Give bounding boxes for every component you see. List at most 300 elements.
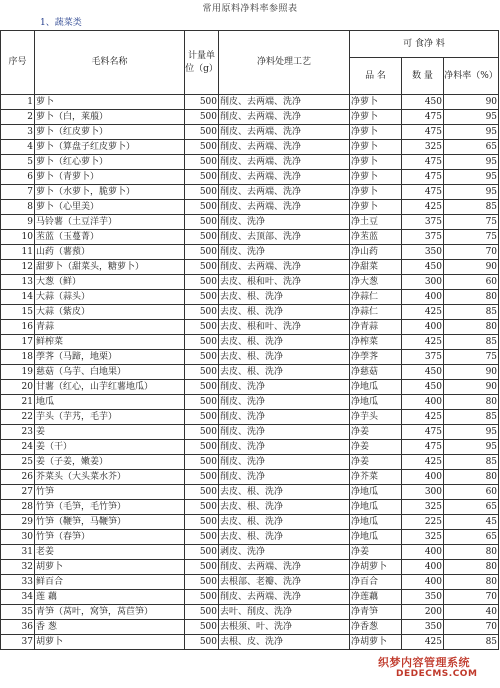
cell-qty: 375 [402, 215, 444, 230]
cell-item-name: 净荸荠 [350, 350, 402, 365]
cell-process: 削皮、去两端、洗净 [219, 185, 350, 200]
table-row [1, 410, 499, 425]
table-body [1, 95, 499, 650]
cell-process: 削皮、去两端、洗净 [219, 260, 350, 275]
cell-unit: 500 [185, 320, 219, 335]
cell-process: 削皮、去两端、洗净 [219, 590, 350, 605]
cell-qty: 400 [402, 545, 444, 560]
cell-seq: 1 [1, 95, 35, 110]
cell-name: 大蒜（紫皮） [35, 305, 185, 320]
cell-name: 香 葱 [35, 620, 185, 635]
cell-seq: 26 [1, 470, 35, 485]
table-row [1, 545, 499, 560]
cell-rate: 70 [444, 590, 499, 605]
cell-qty: 475 [402, 425, 444, 440]
cell-name: 萝卜（白，莱菔） [35, 110, 185, 125]
cell-qty: 375 [402, 350, 444, 365]
cell-item-name: 净青笋 [350, 605, 402, 620]
cell-process: 削皮、去两端、洗净 [219, 200, 350, 215]
cell-name: 胡萝卜 [35, 560, 185, 575]
cell-seq: 34 [1, 590, 35, 605]
cell-name: 青蒜 [35, 320, 185, 335]
cell-rate: 85 [444, 305, 499, 320]
cell-rate: 65 [444, 140, 499, 155]
cell-unit: 500 [185, 140, 219, 155]
header-seq: 序号 [1, 31, 35, 95]
cell-unit: 500 [185, 605, 219, 620]
table-row [1, 290, 499, 305]
cell-process: 削皮、洗净 [219, 440, 350, 455]
cell-item-name: 净芋头 [350, 410, 402, 425]
cell-rate: 80 [444, 320, 499, 335]
cell-item-name: 净地瓜 [350, 395, 402, 410]
table-row [1, 590, 499, 605]
cell-process: 削皮、去两端、洗净 [219, 95, 350, 110]
cell-name: 竹笋（春笋） [35, 530, 185, 545]
cell-seq: 25 [1, 455, 35, 470]
table-row [1, 485, 499, 500]
cell-unit: 500 [185, 215, 219, 230]
cell-item-name: 净山药 [350, 245, 402, 260]
cell-rate: 60 [444, 275, 499, 290]
cell-process: 去皮、根、洗净 [219, 365, 350, 380]
cell-unit: 500 [185, 95, 219, 110]
table-row [1, 335, 499, 350]
table-row [1, 515, 499, 530]
cell-rate: 80 [444, 395, 499, 410]
cell-process: 去根须、叶、洗净 [219, 620, 350, 635]
cell-rate: 80 [444, 470, 499, 485]
cell-process: 去皮、根、洗净 [219, 515, 350, 530]
cell-item-name: 净百合 [350, 575, 402, 590]
watermark-line2: DEDECMS.COM [396, 669, 478, 679]
header-item-name: 品 名 [350, 58, 402, 95]
cell-unit: 500 [185, 590, 219, 605]
cell-process: 削皮、去顶部、洗净 [219, 230, 350, 245]
cell-process: 削皮、去两端、洗净 [219, 140, 350, 155]
cell-unit: 500 [185, 155, 219, 170]
table-row [1, 275, 499, 290]
cell-seq: 14 [1, 290, 35, 305]
cell-qty: 425 [402, 305, 444, 320]
cell-qty: 450 [402, 260, 444, 275]
cell-rate: 85 [444, 335, 499, 350]
table-row [1, 530, 499, 545]
cell-rate: 75 [444, 230, 499, 245]
cell-process: 去皮、根、洗净 [219, 485, 350, 500]
cell-item-name: 净萝卜 [350, 155, 402, 170]
cell-qty: 350 [402, 620, 444, 635]
cell-seq: 29 [1, 515, 35, 530]
table-row [1, 560, 499, 575]
cell-item-name: 净萝卜 [350, 185, 402, 200]
cell-process: 削皮、洗净 [219, 380, 350, 395]
cell-seq: 10 [1, 230, 35, 245]
cell-rate: 95 [444, 110, 499, 125]
cell-process: 削皮、去两端、洗净 [219, 155, 350, 170]
table-row [1, 125, 499, 140]
cell-rate: 95 [444, 155, 499, 170]
cell-rate: 40 [444, 605, 499, 620]
cell-item-name: 净莲藕 [350, 590, 402, 605]
table-row [1, 440, 499, 455]
cell-unit: 500 [185, 425, 219, 440]
cell-item-name: 净萝卜 [350, 200, 402, 215]
cell-process: 削皮、去两端、洗净 [219, 560, 350, 575]
table-row [1, 635, 499, 650]
cell-qty: 325 [402, 500, 444, 515]
cell-qty: 375 [402, 230, 444, 245]
cell-qty: 425 [402, 335, 444, 350]
table-row [1, 605, 499, 620]
cell-qty: 400 [402, 560, 444, 575]
cell-name: 萝卜（红皮萝卜） [35, 125, 185, 140]
cell-unit: 500 [185, 335, 219, 350]
cell-item-name: 净香葱 [350, 620, 402, 635]
header-process: 净料处理工艺 [219, 31, 350, 95]
cell-rate: 75 [444, 350, 499, 365]
cell-seq: 7 [1, 185, 35, 200]
cell-seq: 20 [1, 380, 35, 395]
cell-seq: 12 [1, 260, 35, 275]
cell-item-name: 净蒜仁 [350, 305, 402, 320]
cell-rate: 65 [444, 530, 499, 545]
cell-name: 甜萝卜（甜菜头，糖萝卜） [35, 260, 185, 275]
cell-rate: 90 [444, 260, 499, 275]
cell-name: 苤蓝（玉蔓菁） [35, 230, 185, 245]
cell-process: 削皮、洗净 [219, 455, 350, 470]
cell-rate: 80 [444, 575, 499, 590]
cell-name: 萝卜（水萝卜，脆萝卜） [35, 185, 185, 200]
cell-unit: 500 [185, 260, 219, 275]
cell-rate: 70 [444, 245, 499, 260]
cell-process: 去皮、根、洗净 [219, 290, 350, 305]
cell-rate: 90 [444, 380, 499, 395]
table-row [1, 620, 499, 635]
cell-process: 去皮、根、洗净 [219, 530, 350, 545]
cell-qty: 425 [402, 455, 444, 470]
table-row [1, 95, 499, 110]
cell-name: 姜 [35, 425, 185, 440]
cell-unit: 500 [185, 485, 219, 500]
cell-item-name: 净萝卜 [350, 95, 402, 110]
cell-seq: 16 [1, 320, 35, 335]
cell-name: 萝卜（算盘子红皮萝卜） [35, 140, 185, 155]
cell-seq: 27 [1, 485, 35, 500]
cell-unit: 500 [185, 365, 219, 380]
cell-unit: 500 [185, 290, 219, 305]
cell-item-name: 净地瓜 [350, 485, 402, 500]
cell-qty: 400 [402, 290, 444, 305]
cell-rate: 85 [444, 635, 499, 650]
cell-name: 芋头（芋艿，毛芋） [35, 410, 185, 425]
cell-rate: 75 [444, 215, 499, 230]
cell-seq: 13 [1, 275, 35, 290]
cell-unit: 500 [185, 470, 219, 485]
cell-qty: 325 [402, 530, 444, 545]
cell-unit: 500 [185, 200, 219, 215]
cell-item-name: 净甜菜 [350, 260, 402, 275]
cell-name: 马铃薯（土豆洋芋） [35, 215, 185, 230]
cell-item-name: 净萝卜 [350, 140, 402, 155]
cell-item-name: 净姜 [350, 545, 402, 560]
cell-item-name: 净地瓜 [350, 500, 402, 515]
cell-rate: 80 [444, 560, 499, 575]
cell-qty: 475 [402, 185, 444, 200]
cell-name: 甘薯（红心，山芋红薯地瓜） [35, 380, 185, 395]
cell-name: 鲜榨菜 [35, 335, 185, 350]
cell-qty: 475 [402, 440, 444, 455]
cell-qty: 400 [402, 575, 444, 590]
cell-name: 芥菜头（大头菜水芥） [35, 470, 185, 485]
cell-process: 削皮、洗净 [219, 215, 350, 230]
cell-qty: 325 [402, 140, 444, 155]
cell-item-name: 净地瓜 [350, 515, 402, 530]
cell-item-name: 净土豆 [350, 215, 402, 230]
cell-name: 姜（子姜，嫩姜） [35, 455, 185, 470]
cell-name: 姜（干） [35, 440, 185, 455]
cell-qty: 475 [402, 155, 444, 170]
cell-unit: 500 [185, 410, 219, 425]
cell-rate: 95 [444, 425, 499, 440]
cell-unit: 500 [185, 245, 219, 260]
cell-seq: 15 [1, 305, 35, 320]
cell-qty: 450 [402, 365, 444, 380]
reference-table [0, 30, 499, 650]
cell-qty: 400 [402, 470, 444, 485]
cell-process: 削皮、洗净 [219, 410, 350, 425]
cell-process: 剥皮、洗净 [219, 545, 350, 560]
cell-item-name: 净蒜仁 [350, 290, 402, 305]
cell-unit: 500 [185, 530, 219, 545]
table-row [1, 380, 499, 395]
cell-name: 胡萝卜 [35, 635, 185, 650]
cell-seq: 23 [1, 425, 35, 440]
cell-name: 竹笋（毛笋，毛竹笋） [35, 500, 185, 515]
cell-seq: 11 [1, 245, 35, 260]
cell-qty: 475 [402, 125, 444, 140]
cell-seq: 9 [1, 215, 35, 230]
cell-item-name: 净胡萝卜 [350, 560, 402, 575]
cell-qty: 475 [402, 110, 444, 125]
cell-unit: 500 [185, 395, 219, 410]
cell-rate: 95 [444, 170, 499, 185]
cell-seq: 5 [1, 155, 35, 170]
table-row [1, 245, 499, 260]
cell-seq: 6 [1, 170, 35, 185]
cell-seq: 3 [1, 125, 35, 140]
cell-unit: 500 [185, 515, 219, 530]
cell-unit: 500 [185, 500, 219, 515]
cell-process: 去皮、根、洗净 [219, 305, 350, 320]
cell-rate: 80 [444, 545, 499, 560]
cell-unit: 500 [185, 110, 219, 125]
header-unit: 计量单位（g） [185, 31, 219, 95]
cell-qty: 300 [402, 485, 444, 500]
cell-seq: 4 [1, 140, 35, 155]
cell-process: 削皮、洗净 [219, 245, 350, 260]
table-row [1, 350, 499, 365]
cell-qty: 225 [402, 515, 444, 530]
cell-seq: 36 [1, 620, 35, 635]
cell-seq: 19 [1, 365, 35, 380]
cell-unit: 500 [185, 125, 219, 140]
cell-process: 削皮、去两端、洗净 [219, 110, 350, 125]
cell-unit: 500 [185, 455, 219, 470]
cell-rate: 95 [444, 125, 499, 140]
cell-seq: 35 [1, 605, 35, 620]
cell-seq: 22 [1, 410, 35, 425]
table-row [1, 110, 499, 125]
cell-name: 萝卜（青萝卜） [35, 170, 185, 185]
cell-seq: 32 [1, 560, 35, 575]
cell-qty: 400 [402, 320, 444, 335]
table-row [1, 470, 499, 485]
cell-seq: 17 [1, 335, 35, 350]
cell-qty: 400 [402, 395, 444, 410]
cell-unit: 500 [185, 185, 219, 200]
watermark-line1: 织梦内容管理系统 [378, 656, 470, 669]
cell-unit: 500 [185, 620, 219, 635]
header-qty: 数 量 [402, 58, 444, 95]
watermark [378, 654, 498, 684]
cell-name: 竹笋 [35, 485, 185, 500]
cell-unit: 500 [185, 545, 219, 560]
cell-name: 萝卜（心里美） [35, 200, 185, 215]
cell-rate: 80 [444, 290, 499, 305]
cell-process: 去根、皮、洗净 [219, 635, 350, 650]
table-row [1, 425, 499, 440]
table-row [1, 185, 499, 200]
cell-name: 萝卜 [35, 95, 185, 110]
table-row [1, 260, 499, 275]
cell-item-name: 净榨菜 [350, 335, 402, 350]
cell-unit: 500 [185, 275, 219, 290]
cell-name: 老姜 [35, 545, 185, 560]
cell-seq: 18 [1, 350, 35, 365]
cell-item-name: 净芥菜 [350, 470, 402, 485]
cell-qty: 300 [402, 275, 444, 290]
cell-name: 萝卜（红心萝卜） [35, 155, 185, 170]
table-row [1, 575, 499, 590]
cell-item-name: 净青蒜 [350, 320, 402, 335]
cell-qty: 425 [402, 635, 444, 650]
cell-name: 地瓜 [35, 395, 185, 410]
cell-unit: 500 [185, 560, 219, 575]
header-rate: 净料率（%） [444, 58, 499, 95]
cell-item-name: 净大葱 [350, 275, 402, 290]
cell-process: 去根部、老瓣、洗净 [219, 575, 350, 590]
cell-name: 青笋（莴叶，窝笋，莴苣笋） [35, 605, 185, 620]
cell-qty: 450 [402, 95, 444, 110]
table-row [1, 500, 499, 515]
cell-name: 荸荠（马蹄，地栗） [35, 350, 185, 365]
header-group: 可 食净 料 [350, 31, 499, 58]
table-row [1, 170, 499, 185]
cell-unit: 500 [185, 230, 219, 245]
cell-name: 鲜百合 [35, 575, 185, 590]
cell-qty: 425 [402, 410, 444, 425]
cell-unit: 500 [185, 440, 219, 455]
cell-rate: 60 [444, 485, 499, 500]
cell-name: 竹笋（鞭笋，马鞭笋） [35, 515, 185, 530]
cell-item-name: 净苤蓝 [350, 230, 402, 245]
header-name: 毛料名称 [35, 31, 185, 95]
cell-seq: 21 [1, 395, 35, 410]
table-row [1, 140, 499, 155]
cell-rate: 90 [444, 95, 499, 110]
cell-rate: 90 [444, 365, 499, 380]
cell-item-name: 净地瓜 [350, 530, 402, 545]
cell-rate: 85 [444, 410, 499, 425]
cell-rate: 85 [444, 455, 499, 470]
cell-qty: 200 [402, 605, 444, 620]
cell-process: 去皮、根、洗净 [219, 350, 350, 365]
cell-unit: 500 [185, 350, 219, 365]
table-row [1, 230, 499, 245]
cell-rate: 95 [444, 185, 499, 200]
cell-item-name: 净地瓜 [350, 380, 402, 395]
table-row [1, 215, 499, 230]
cell-qty: 475 [402, 170, 444, 185]
cell-qty: 350 [402, 590, 444, 605]
cell-unit: 500 [185, 575, 219, 590]
cell-seq: 8 [1, 200, 35, 215]
cell-seq: 2 [1, 110, 35, 125]
cell-rate: 85 [444, 200, 499, 215]
cell-qty: 450 [402, 380, 444, 395]
cell-rate: 65 [444, 500, 499, 515]
cell-qty: 425 [402, 200, 444, 215]
cell-name: 山药（薯蓣） [35, 245, 185, 260]
cell-process: 削皮、洗净 [219, 425, 350, 440]
cell-qty: 350 [402, 245, 444, 260]
cell-process: 去皮、根和叶、洗净 [219, 275, 350, 290]
cell-item-name: 净胡萝卜 [350, 635, 402, 650]
cell-process: 去皮、根、洗净 [219, 335, 350, 350]
cell-unit: 500 [185, 305, 219, 320]
cell-rate: 45 [444, 515, 499, 530]
cell-seq: 24 [1, 440, 35, 455]
cell-process: 去皮、根、洗净 [219, 500, 350, 515]
cell-item-name: 净萝卜 [350, 125, 402, 140]
cell-name: 莲 藕 [35, 590, 185, 605]
cell-name: 大蒜（蒜头） [35, 290, 185, 305]
cell-item-name: 净萝卜 [350, 110, 402, 125]
table-row [1, 455, 499, 470]
table-row [1, 395, 499, 410]
cell-name: 大葱（鲜） [35, 275, 185, 290]
section-heading: 1、蔬菜类 [40, 18, 82, 28]
table-row [1, 155, 499, 170]
table-row [1, 365, 499, 380]
cell-process: 削皮、去两端、洗净 [219, 170, 350, 185]
cell-seq: 37 [1, 635, 35, 650]
cell-rate: 70 [444, 620, 499, 635]
cell-item-name: 净姜 [350, 455, 402, 470]
cell-rate: 95 [444, 440, 499, 455]
cell-process: 削皮、去两端、洗净 [219, 125, 350, 140]
cell-process: 去叶、削皮、洗净 [219, 605, 350, 620]
table-row [1, 305, 499, 320]
cell-seq: 28 [1, 500, 35, 515]
table-row [1, 320, 499, 335]
cell-unit: 500 [185, 380, 219, 395]
table-row [1, 200, 499, 215]
cell-item-name: 净姜 [350, 425, 402, 440]
page-title: 常用原料净料率参照表 [202, 4, 298, 14]
cell-process: 削皮、洗净 [219, 470, 350, 485]
